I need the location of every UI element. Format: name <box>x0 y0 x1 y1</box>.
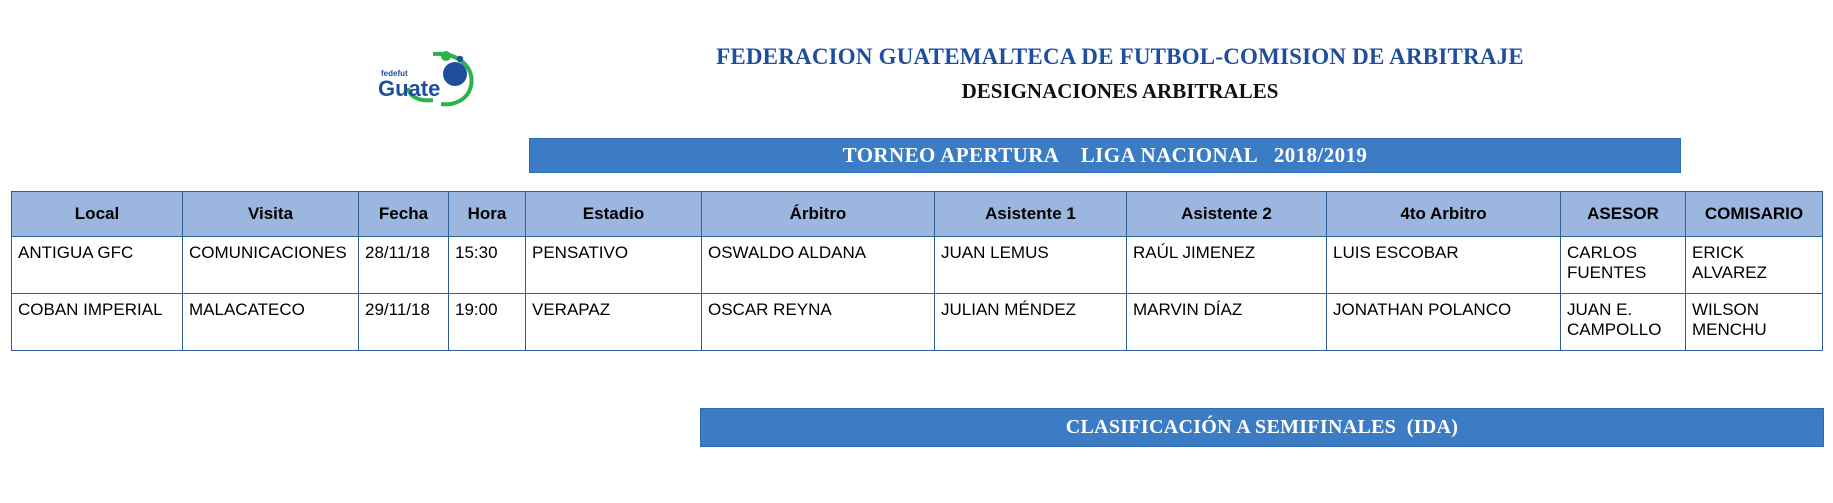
page-subtitle: DESIGNACIONES ARBITRALES <box>961 79 1279 103</box>
cell-estadio: VERAPAZ <box>526 294 702 351</box>
cell-estadio: PENSATIVO <box>526 237 702 294</box>
svg-text:fedefut: fedefut <box>381 69 408 78</box>
column-header-asesor: ASESOR <box>1561 192 1686 237</box>
column-header-comisario: COMISARIO <box>1686 192 1823 237</box>
cell-asistente-2: MARVIN DÍAZ <box>1127 294 1327 351</box>
page-title: FEDERACION GUATEMALTECA DE FUTBOL-COMISION DE ARBITRAJE <box>716 44 1524 69</box>
svg-text:Guate: Guate <box>378 76 441 101</box>
classification-banner: CLASIFICACIÓN A SEMIFINALES (IDA) <box>700 408 1824 447</box>
cell-visita: COMUNICACIONES <box>183 237 359 294</box>
cell-cuarto-arbitro: JONATHAN POLANCO <box>1327 294 1561 351</box>
cell-local: COBAN IMPERIAL <box>12 294 183 351</box>
designations-table <box>11 191 1823 351</box>
cell-local: ANTIGUA GFC <box>12 237 183 294</box>
column-header-asistente-1: Asistente 1 <box>935 192 1127 237</box>
cell-comisario: WILSON MENCHU <box>1686 294 1823 351</box>
cell-asistente-1: JULIAN MÉNDEZ <box>935 294 1127 351</box>
cell-arbitro: OSCAR REYNA <box>702 294 935 351</box>
cell-asesor: JUAN E. CAMPOLLO <box>1561 294 1686 351</box>
column-header-hora: Hora <box>449 192 526 237</box>
cell-hora: 19:00 <box>449 294 526 351</box>
tournament-banner: TORNEO APERTURA LIGA NACIONAL 2018/2019 <box>529 138 1681 173</box>
title-block <box>520 44 1720 104</box>
table-row <box>12 237 1823 294</box>
cell-cuarto-arbitro: LUIS ESCOBAR <box>1327 237 1561 294</box>
cell-arbitro: OSWALDO ALDANA <box>702 237 935 294</box>
column-header-estadio: Estadio <box>526 192 702 237</box>
column-header-local: Local <box>12 192 183 237</box>
table-row <box>12 294 1823 351</box>
cell-asistente-2: RAÚL JIMENEZ <box>1127 237 1327 294</box>
logo-graphic <box>375 46 485 108</box>
column-header-arbitro: Árbitro <box>702 192 935 237</box>
column-header-fecha: Fecha <box>359 192 449 237</box>
cell-asistente-1: JUAN LEMUS <box>935 237 1127 294</box>
cell-hora: 15:30 <box>449 237 526 294</box>
cell-fecha: 28/11/18 <box>359 237 449 294</box>
column-header-cuarto-arbitro: 4to Arbitro <box>1327 192 1561 237</box>
table-header-row <box>12 192 1823 237</box>
fedefut-guate-logo <box>375 46 485 108</box>
cell-fecha: 29/11/18 <box>359 294 449 351</box>
document-header <box>0 0 1833 120</box>
cell-comisario: ERICK ALVAREZ <box>1686 237 1823 294</box>
cell-visita: MALACATECO <box>183 294 359 351</box>
column-header-visita: Visita <box>183 192 359 237</box>
cell-asesor: CARLOS FUENTES <box>1561 237 1686 294</box>
column-header-asistente-2: Asistente 2 <box>1127 192 1327 237</box>
designations-table-wrapper <box>11 191 1822 351</box>
